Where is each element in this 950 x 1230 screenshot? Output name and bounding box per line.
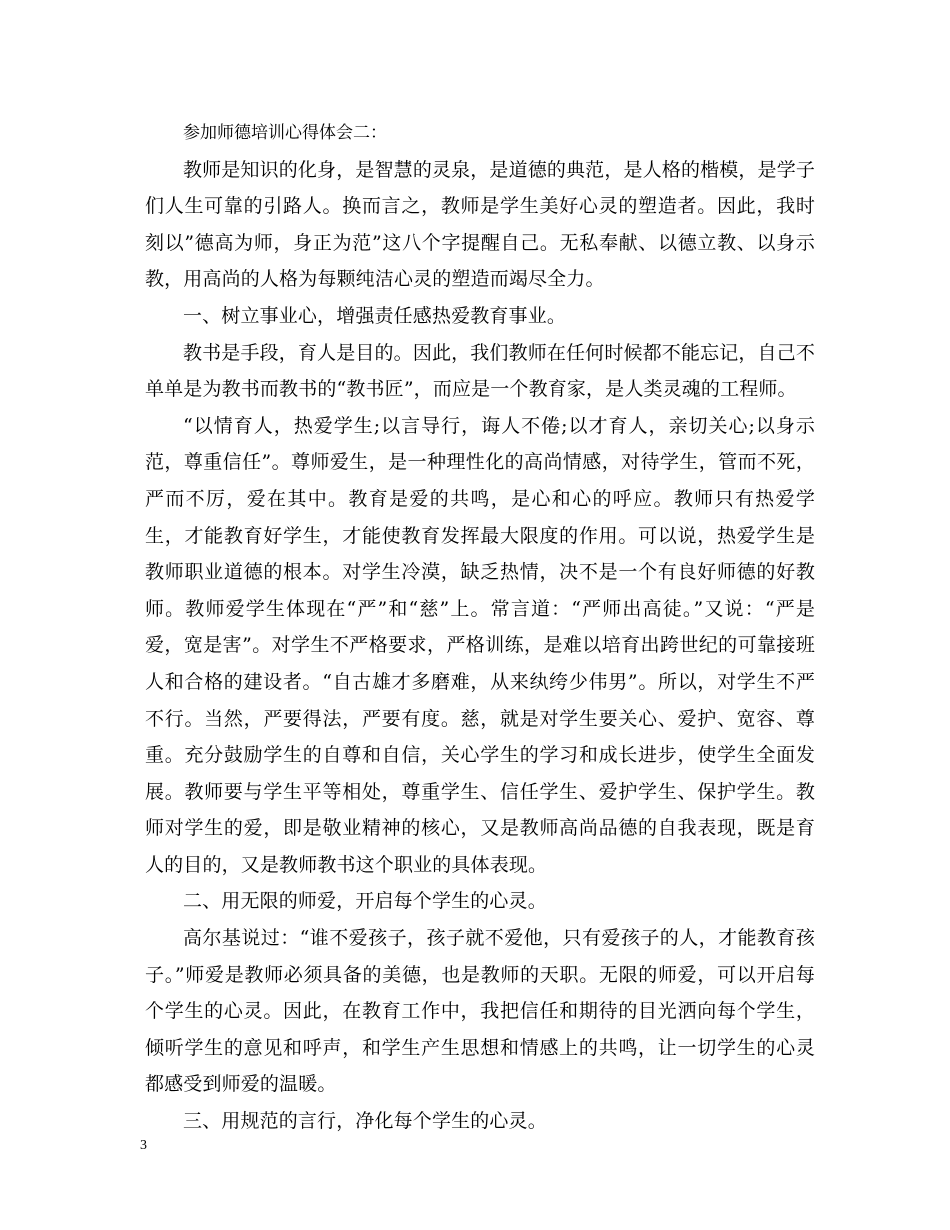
- paragraph-gorky-quote: 高尔基说过：“谁不爱孩子，孩子就不爱他，只有爱孩子的人，才能教育孩子。”师爱是教师必须具备的美德，也是教师的天职。无限的师爱，可以开启每个学生的心灵。因此，在教育工作中，我把信任和期待的目光洒向每个学生，倾听学生的意见和呼声，和学生产生思想和情感上的共鸣，让一切学生的心灵都感受到师爱的温暖。: [145, 927, 815, 1096]
- section-heading-1: 一、树立事业心，增强责任感热爱教育事业。: [183, 304, 567, 327]
- page-number: 3: [140, 1138, 147, 1153]
- section-heading-3: 三、用规范的言行，净化每个学生的心灵。: [183, 1110, 547, 1133]
- section-heading-2: 二、用无限的师爱，开启每个学生的心灵。: [183, 890, 547, 913]
- paragraph-teaching-purpose: 教书是手段，育人是目的。因此，我们教师在任何时候都不能忘记，自己不单单是为教书而教书的“教书匠”，而应是一个教育家，是人类灵魂的工程师。: [145, 341, 815, 401]
- document-body: [145, 115, 815, 1140]
- paragraph-love-students: “以情育人，热爱学生;以言导行，诲人不倦;以才育人，亲切关心;以身示范，尊重信任”。尊师爱生，是一种理性化的高尚情感，对待学生，管而不死，严而不厉，爱在其中。教育是爱的共鸣，是心和心的呼应。教师只有热爱学生，才能教育好学生，才能使教育发挥最大限度的作用。可以说，热爱学生是教师职业道德的根本。对学生冷漠，缺乏热情，决不是一个有良好师德的好教师。教师爱学生体现在“严”和“慈”上。常言道：“严师出高徒。”又说：“严是爱，宽是害”。对学生不严格要求，严格训练，是难以培育出跨世纪的可靠接班人和合格的建设者。“自古雄才多磨难，从来纨绔少伟男”。所以，对学生不严不行。当然，严要得法，严要有度。慈，就是对学生要关心、爱护、宽容、尊重。充分鼓励学生的自尊和自信，关心学生的学习和成长进步，使学生全面发展。教师要与学生平等相处，尊重学生、信任学生、爱护学生、保护学生。教师对学生的爱，即是敬业精神的核心，又是教师高尚品德的自我表现，既是育人的目的，又是教师教书这个职业的具体表现。: [145, 414, 815, 876]
- document-title: 参加师德培训心得体会二：: [183, 123, 387, 143]
- paragraph-intro: 教师是知识的化身，是智慧的灵泉，是道德的典范，是人格的楷模，是学子们人生可靠的引路人。换而言之，教师是学生美好心灵的塑造者。因此，我时刻以”德高为师，身正为范”这八个字提醒自己。无私奉献、以德立教、以身示教，用高尚的人格为每颗纯洁心灵的塑造而竭尽全力。: [145, 158, 815, 291]
